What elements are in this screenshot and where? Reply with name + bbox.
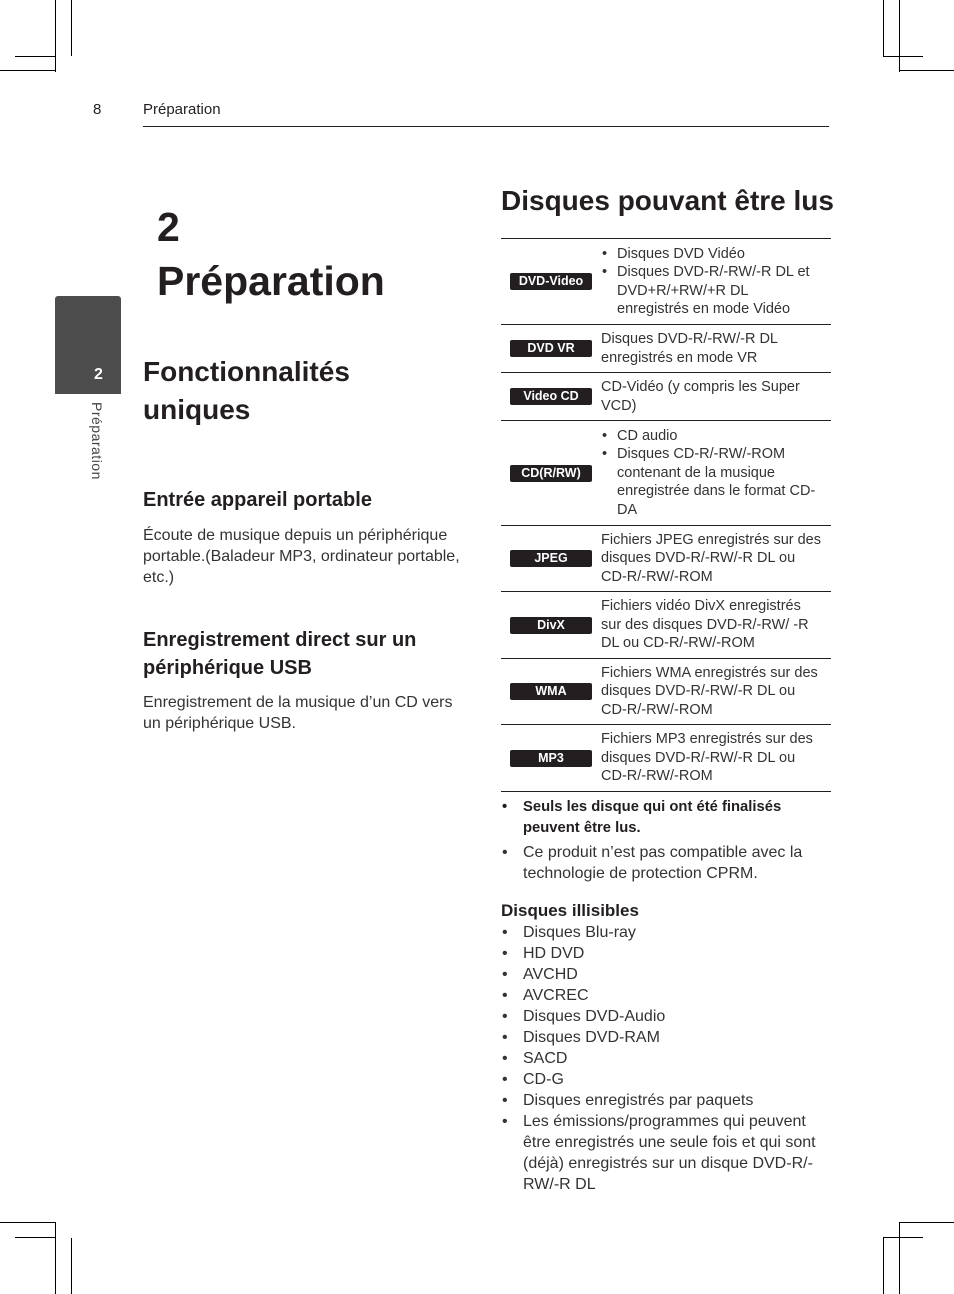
format-badge: DVD-Video	[510, 273, 592, 290]
header-rule	[143, 126, 829, 127]
unreadable-list	[501, 922, 831, 1195]
feature-text: Écoute de musique depuis un périphérique portable.(Baladeur MP3, ordinateur portable, etc.)	[143, 527, 460, 586]
list-item: • CD audio	[617, 427, 823, 446]
format-description: Fichiers vidéo DivX enregistrés sur des disques DVD-R/-RW/ -R DL ou CD-R/-RW/-ROM	[601, 598, 809, 652]
list-item: • Disques enregistrés par paquets	[523, 1090, 831, 1111]
list-item: • SACD	[523, 1048, 831, 1069]
list-item: • Les émissions/programmes qui peuvent être enregistrés une seule fois et qui sont (déjà) enregistrés sur un disque DVD-R/-RW/-R DL	[523, 1111, 831, 1195]
page-number: 8	[93, 101, 102, 118]
crop-mark	[883, 0, 884, 56]
crop-mark	[899, 1222, 954, 1223]
running-header: Préparation	[143, 101, 221, 118]
features-heading: Fonctionnalités uniques	[143, 356, 350, 425]
format-description	[601, 245, 831, 319]
format-badge: DVD VR	[510, 340, 592, 357]
chapter-tab-number: 2	[94, 366, 103, 383]
list-item: • Disques CD-R/-RW/-ROM contenant de la musique enregistrée dans le format CD-DA	[617, 445, 823, 519]
list-item: • Disques Blu-ray	[523, 922, 831, 943]
crop-mark	[0, 1222, 55, 1223]
list-item: • Disques DVD-R/-RW/-R DL et DVD+R/+RW/+R DL enregistrés en mode Vidéo	[617, 263, 823, 319]
format-badge: MP3	[510, 750, 592, 767]
chapter-title: Préparation	[157, 258, 385, 304]
format-badge: JPEG	[510, 550, 592, 567]
format-badge: WMA	[510, 683, 592, 700]
crop-mark	[71, 0, 72, 56]
crop-mark	[899, 1222, 900, 1294]
notes	[501, 797, 831, 1195]
table-row	[501, 373, 831, 421]
chapter-heading	[157, 200, 385, 308]
table-row	[501, 526, 831, 592]
list-item: • AVCHD	[523, 964, 831, 985]
table-row	[501, 239, 831, 325]
format-description: Fichiers MP3 enregistrés sur des disques DVD-R/-RW/-R DL ou CD-R/-RW/-ROM	[601, 731, 813, 785]
crop-mark	[15, 1237, 55, 1238]
crop-mark	[883, 1238, 884, 1294]
chapter-tab-label: Préparation	[89, 402, 105, 480]
disc-table	[501, 238, 831, 792]
format-description: Disques DVD-R/-RW/-R DL enregistrés en mode VR	[601, 331, 778, 366]
list-item: • CD-G	[523, 1069, 831, 1090]
crop-mark	[55, 0, 56, 72]
crop-mark	[15, 56, 55, 57]
feature-title: Enregistrement direct sur un périphérique USB	[143, 629, 417, 679]
list-item: • HD DVD	[523, 943, 831, 964]
list-item: • Disques DVD-Audio	[523, 1006, 831, 1027]
crop-mark	[0, 70, 55, 71]
crop-mark	[883, 1237, 923, 1238]
format-badge: DivX	[510, 617, 592, 634]
note-item: • Seuls les disque qui ont été finalisés peuvent être lus.	[523, 797, 831, 839]
note-item: • Ce produit n’est pas compatible avec la technologie de protection CPRM.	[523, 842, 831, 884]
crop-mark	[899, 0, 900, 72]
feature-text: Enregistrement de la musique d’un CD vers un périphérique USB.	[143, 694, 453, 732]
discs-heading: Disques pouvant être lus	[501, 185, 834, 216]
feature-title: Entrée appareil portable	[143, 489, 372, 511]
table-row	[501, 421, 831, 526]
format-description: Fichiers WMA enregistrés sur des disques DVD-R/-RW/-R DL ou CD-R/-RW/-ROM	[601, 664, 818, 718]
table-row	[501, 325, 831, 373]
crop-mark	[883, 56, 923, 57]
table-row	[501, 659, 831, 725]
format-description: Fichiers JPEG enregistrés sur des disques DVD-R/-RW/-R DL ou CD-R/-RW/-ROM	[601, 531, 821, 585]
format-description	[601, 427, 831, 520]
format-badge: Video CD	[510, 388, 592, 405]
crop-mark	[899, 70, 954, 71]
crop-mark	[55, 1222, 56, 1294]
list-item: • Disques DVD Vidéo	[617, 245, 823, 264]
crop-mark	[71, 1238, 72, 1294]
format-badge: CD(R/RW)	[510, 465, 592, 482]
list-item: • Disques DVD-RAM	[523, 1027, 831, 1048]
table-row	[501, 592, 831, 659]
table-row	[501, 725, 831, 792]
chapter-number: 2	[157, 204, 180, 250]
format-description: CD-Vidéo (y compris les Super VCD)	[601, 379, 800, 414]
list-item: • AVCREC	[523, 985, 831, 1006]
unreadable-heading: Disques illisibles	[501, 901, 639, 920]
